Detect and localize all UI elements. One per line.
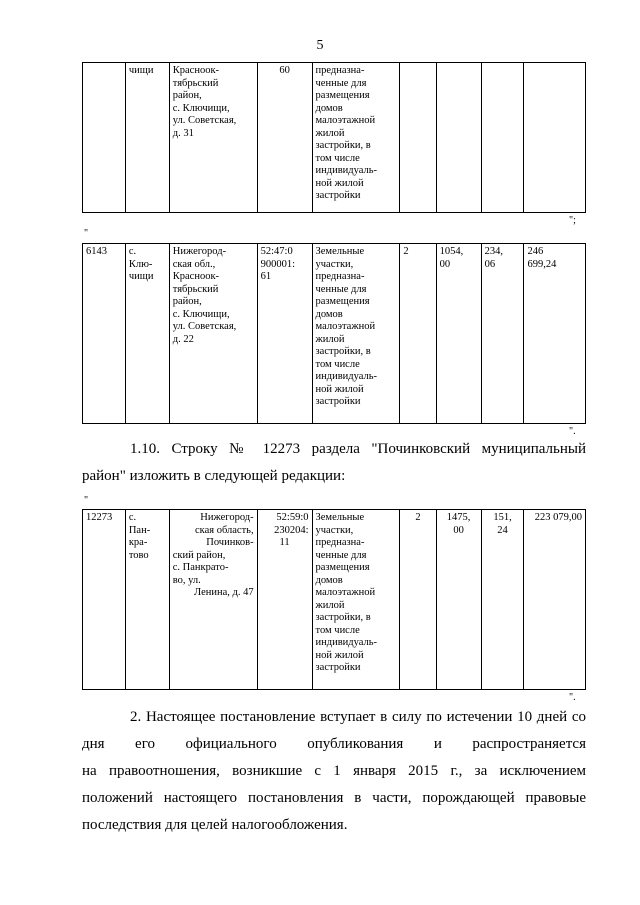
closing-quote-mark: ".	[569, 426, 576, 437]
closing-quote-mark: ";	[569, 215, 576, 226]
cell-specific-value	[481, 63, 524, 213]
cell-number: 12273	[83, 510, 126, 690]
cell-address: Красноок- тябрьский район, с. Ключищи, ул. Советская, д. 31	[169, 63, 257, 213]
cell-group	[400, 63, 436, 213]
cell-land-use: Земельные участки, предназна- ченные для размещения домов малоэтажной жилой застройки, в том числе индивидуаль- ной жилой застройки	[312, 510, 400, 690]
registry-table-row-12273	[82, 509, 586, 690]
cell-specific-value: 234, 06	[481, 244, 524, 424]
cell-locality: с. Пан- кра- тово	[125, 510, 169, 690]
cell-locality: чищи	[125, 63, 169, 213]
table-row	[83, 63, 586, 213]
cell-locality: с. Клю- чищи	[125, 244, 169, 424]
cell-address: Нижегород- ская область, Починков- ский район, с. Панкрато- во, ул. Ленина, д. 47	[169, 510, 257, 690]
paragraph-2: 2. Настоящее постановление вступает в силу по истечении 10 дней со дня его официального опубликования и распространяется на правоотношения, возникшие с 1 января 2015 г., за исключением положений настоящего постановления в части, порождающей правовые последствия для целей налогообложения.	[82, 709, 586, 833]
cell-area: 1475, 00	[436, 510, 481, 690]
opening-quote-mark: "	[84, 495, 89, 506]
opening-quote-mark: "	[84, 228, 89, 239]
cell-specific-value: 151, 24	[481, 510, 524, 690]
cell-cadastral-number: 52:47:0 900001: 61	[257, 244, 312, 424]
cell-cadastral-number: 52:59:0 230204: 11	[257, 510, 312, 690]
cell-area	[436, 63, 481, 213]
cell-address: Нижегород- ская обл., Красноок- тябрьский район, с. Ключищи, ул. Советская, д. 22	[169, 244, 257, 424]
closing-quote-mark: ".	[569, 692, 576, 703]
cell-cadastral-value: 223 079,00	[524, 510, 586, 690]
cell-group: 2	[400, 244, 436, 424]
cell-number	[83, 63, 126, 213]
cell-area: 1054, 00	[436, 244, 481, 424]
cell-number: 6143	[83, 244, 126, 424]
cell-cadastral-number: 60	[257, 63, 312, 213]
paragraph-1-10: 1.10. Строку № 12273 раздела "Починковский муниципальный район" изложить в следующей редакции:	[82, 441, 586, 484]
cell-group: 2	[400, 510, 436, 690]
cell-land-use: предназна- ченные для размещения домов малоэтажной жилой застройки, в том числе индивидуаль- ной жилой застройки	[312, 63, 400, 213]
registry-table-row-6143	[82, 243, 586, 424]
table-row	[83, 244, 586, 424]
cell-cadastral-value	[524, 63, 586, 213]
page-number: 5	[316, 38, 324, 53]
table-row	[83, 510, 586, 690]
registry-table-continuation	[82, 62, 586, 213]
cell-cadastral-value: 246 699,24	[524, 244, 586, 424]
cell-land-use: Земельные участки, предназна- ченные для размещения домов малоэтажной жилой застройки, в том числе индивидуаль- ной жилой застройки	[312, 244, 400, 424]
